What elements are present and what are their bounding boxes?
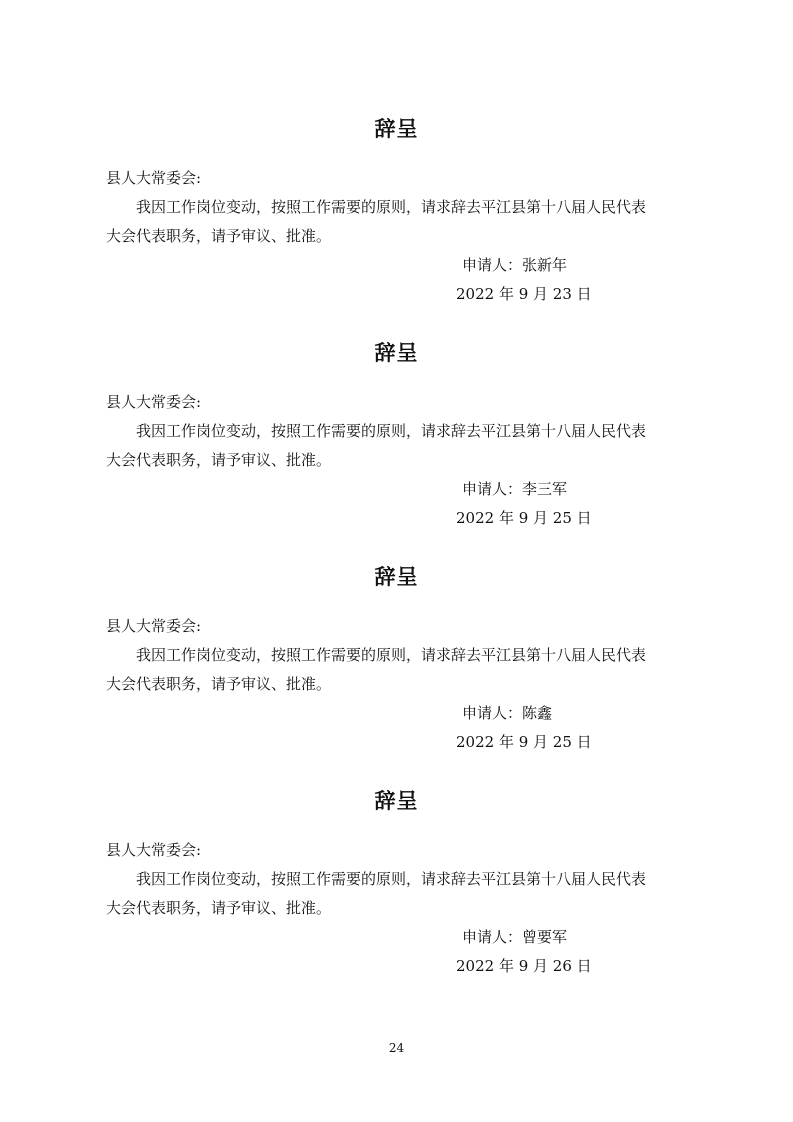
page-number: 24 [388, 1041, 405, 1055]
letter-body-line: 大会代表职务，请予审议、批准。 [106, 451, 332, 469]
letter-body-line: 大会代表职务，请予审议、批准。 [106, 899, 332, 917]
letter-body-line: 我因工作岗位变动，按照工作需要的原则，请求辞去平江县第十八届人民代表 [136, 870, 647, 888]
letter-title: 辞呈 [374, 117, 419, 141]
letter-body-line: 我因工作岗位变动，按照工作需要的原则，请求辞去平江县第十八届人民代表 [136, 646, 647, 664]
letter-body-line: 大会代表职务，请予审议、批准。 [106, 227, 332, 245]
letter-body-line: 我因工作岗位变动，按照工作需要的原则，请求辞去平江县第十八届人民代表 [136, 422, 647, 440]
letter-title: 辞呈 [374, 789, 419, 813]
letter-salutation: 县人大常委会: [106, 169, 202, 187]
letter-date: 2022 年 9 月 26 日 [456, 957, 592, 975]
letter-title: 辞呈 [374, 565, 419, 589]
letter-body-line: 我因工作岗位变动，按照工作需要的原则，请求辞去平江县第十八届人民代表 [136, 198, 647, 216]
letter-applicant: 申请人：李三军 [462, 480, 568, 498]
letter-applicant: 申请人：张新年 [462, 256, 568, 274]
letter-date: 2022 年 9 月 25 日 [456, 733, 592, 751]
letter-date: 2022 年 9 月 23 日 [456, 285, 592, 303]
letter-applicant: 申请人：陈鑫 [462, 704, 553, 722]
letter-body-line: 大会代表职务，请予审议、批准。 [106, 675, 332, 693]
letter-date: 2022 年 9 月 25 日 [456, 509, 592, 527]
letter-salutation: 县人大常委会: [106, 617, 202, 635]
letter-title: 辞呈 [374, 341, 419, 365]
letter-applicant: 申请人：曾要军 [462, 928, 568, 946]
letter-salutation: 县人大常委会: [106, 841, 202, 859]
letter-salutation: 县人大常委会: [106, 393, 202, 411]
